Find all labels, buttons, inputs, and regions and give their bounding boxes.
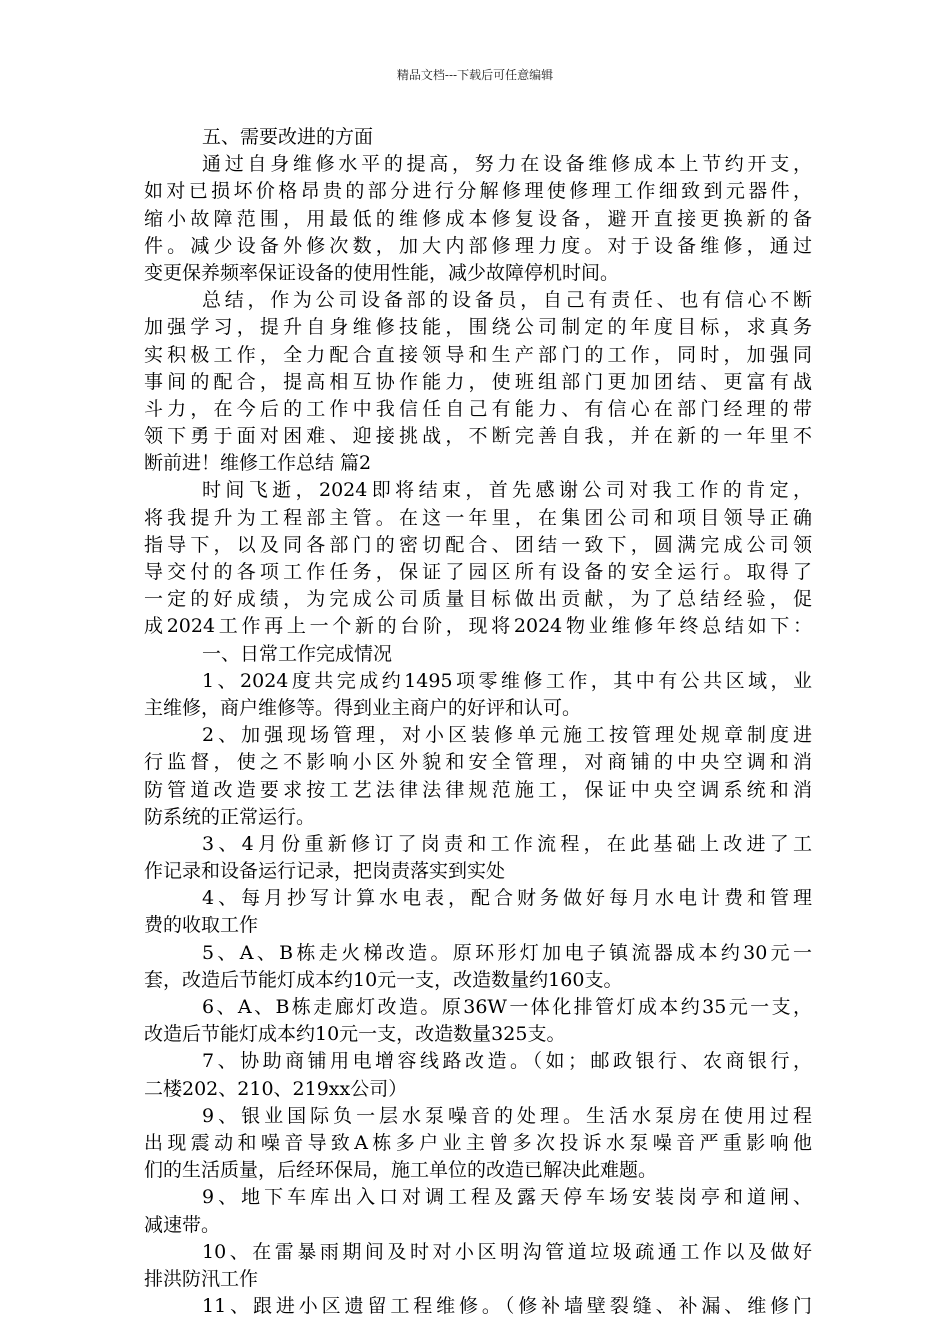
list-item-line: 二楼202、210、219xx公司） bbox=[144, 1077, 408, 1100]
paragraph-line: 变更保养频率保证设备的使用性能，减少故障停机时间。 bbox=[144, 261, 620, 284]
paragraph-line: 断前进！维修工作总结 篇2 bbox=[144, 452, 372, 475]
section-heading: 一、日常工作完成情况 bbox=[202, 642, 393, 665]
paragraph-line: 事间的配合，提高相互协作能力，使班组部门更加团结、更富有战 bbox=[144, 370, 812, 393]
list-item-line: 7、协助商铺用电增容线路改造。（如；邮政银行、农商银行， bbox=[202, 1050, 812, 1073]
document-body bbox=[144, 124, 812, 1320]
list-item-line: 作记录和设备运行记录，把岗责落实到实处 bbox=[144, 860, 506, 883]
paragraph-line: 件。减少设备外修次数，加大内部修理力度。对于设备维修，通过 bbox=[144, 234, 812, 257]
list-item-line: 排洪防汛工作 bbox=[144, 1267, 259, 1290]
list-item-line: 出现震动和噪音导致A栋多户业主曾多次投诉水泵噪音严重影响他 bbox=[144, 1131, 812, 1154]
list-item-line: 行监督，使之不影响小区外貌和安全管理，对商铺的中央空调和消 bbox=[144, 751, 812, 774]
list-item-line: 减速带。 bbox=[144, 1213, 221, 1236]
paragraph-line: 缩小故障范围，用最低的维修成本修复设备，避开直接更换新的备 bbox=[144, 207, 812, 230]
list-item-line: 11、跟进小区遗留工程维修。（修补墙壁裂缝、补漏、维修门 bbox=[202, 1295, 812, 1318]
section-heading: 五、需要改进的方面 bbox=[202, 126, 374, 148]
list-item-line: 10、在雷暴雨期间及时对小区明沟管道垃圾疏通工作以及做好 bbox=[202, 1240, 812, 1263]
paragraph-line: 总结，作为公司设备部的设备员，自己有责任、也有信心不断 bbox=[202, 289, 812, 312]
list-item-line: 防管道改造要求按工艺法律法律规范施工，保证中央空调系统和消 bbox=[144, 778, 812, 801]
paragraph-line: 加强学习，提升自身维修技能，围绕公司制定的年度目标，求真务 bbox=[144, 316, 812, 339]
paragraph-line: 一定的好成绩，为完成公司质量目标做出贡献，为了总结经验，促 bbox=[144, 588, 812, 611]
paragraph-line: 领下勇于面对困难、迎接挑战，不断完善自我，并在新的一年里不 bbox=[144, 425, 812, 448]
paragraph-line: 导交付的各项工作任务，保证了园区所有设备的安全运行。取得了 bbox=[144, 561, 812, 583]
paragraph-line: 实积极工作，全力配合直接领导和生产部门的工作，同时，加强同 bbox=[144, 343, 812, 366]
list-item-line: 防系统的正常运行。 bbox=[144, 805, 316, 828]
list-item-line: 套，改造后节能灯成本约10元一支，改造数量约160支。 bbox=[144, 968, 623, 991]
paragraph-line: 时间飞逝，2024即将结束，首先感谢公司对我工作的肯定， bbox=[202, 479, 812, 502]
list-item-line: 们的生活质量，后经环保局，施工单位的改造已解决此难题。 bbox=[144, 1159, 658, 1182]
list-item-line: 1、2024度共完成约1495项零维修工作，其中有公共区域，业 bbox=[202, 669, 812, 692]
list-item-line: 主维修，商户维修等。得到业主商户的好评和认可。 bbox=[144, 696, 582, 719]
list-item-line: 6、A、B栋走廊灯改造。原36W一体化排管灯成本约35元一支， bbox=[202, 996, 812, 1018]
list-item-line: 3、4月份重新修订了岗责和工作流程，在此基础上改进了工 bbox=[202, 832, 812, 855]
page-header-note: 精品文档---下载后可任意编辑 bbox=[396, 68, 554, 82]
list-item-line: 费的收取工作 bbox=[144, 914, 259, 937]
list-item-line: 改造后节能灯成本约10元一支，改造数量325支。 bbox=[144, 1023, 566, 1046]
paragraph-line: 如对已损坏价格昂贵的部分进行分解修理使修理工作细致到元器件， bbox=[144, 180, 812, 203]
list-item-line: 2、加强现场管理，对小区装修单元施工按管理处规章制度进 bbox=[202, 724, 812, 747]
paragraph-line: 成2024工作再上一个新的台阶，现将2024物业维修年终总结如下： bbox=[144, 615, 812, 638]
paragraph-line: 将我提升为工程部主管。在这一年里，在集团公司和项目领导正确 bbox=[144, 506, 812, 529]
list-item-line: 5、A、B栋走火梯改造。原环形灯加电子镇流器成本约30元一 bbox=[202, 941, 812, 964]
paragraph-line: 通过自身维修水平的提高，努力在设备维修成本上节约开支， bbox=[202, 153, 812, 176]
paragraph-line: 斗力，在今后的工作中我信任自己有能力、有信心在部门经理的带 bbox=[144, 397, 812, 420]
list-item-line: 9、银业国际负一层水泵噪音的处理。生活水泵房在使用过程 bbox=[202, 1104, 812, 1127]
list-item-line: 9、地下车库出入口对调工程及露天停车场安装岗亭和道闸、 bbox=[202, 1186, 812, 1209]
paragraph-line: 指导下，以及同各部门的密切配合、团结一致下，圆满完成公司领 bbox=[144, 533, 812, 556]
list-item-line: 4、每月抄写计算水电表，配合财务做好每月水电计费和管理 bbox=[202, 887, 812, 910]
